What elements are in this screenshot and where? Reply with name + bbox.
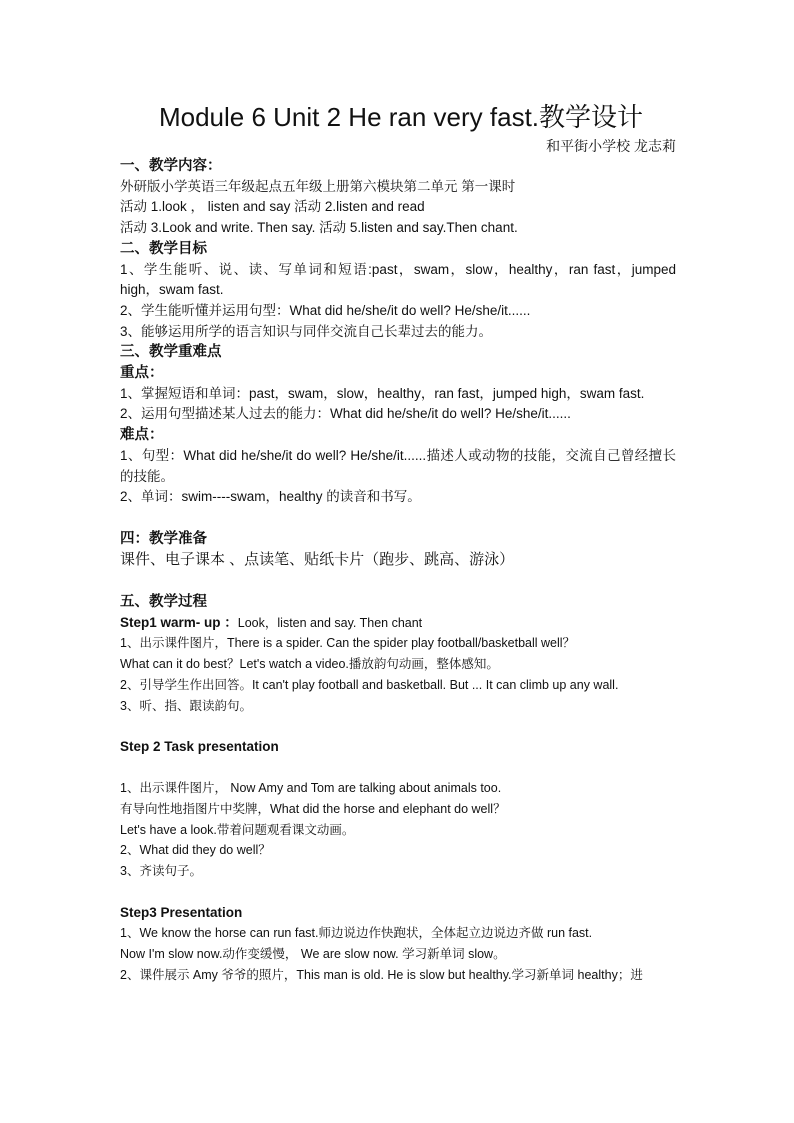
subheading-difficult: 难点： [120,427,164,444]
content-line: 3、能够运用所学的语言知识与同伴交流自己长辈过去的能力。 [120,323,493,339]
content-line: 1、句型：What did he/she/it do well? He/she/it......描述人或动物的技能，交流自己曾经擅长的技能。 [120,447,676,484]
content-line: 有导向性地指图片中奖牌，What did the horse and elephant do well？ [120,802,506,817]
content-line: 课件、电子课本 、点读笔、贴纸卡片（跑步、跳高、游泳） [120,551,515,569]
content-line: Let's have a look.带着问题观看课文动画。 [120,822,355,837]
spacer [120,571,676,592]
content-line: 1、掌握短语和单词：past，swam，slow，healthy，ran fast，jumped high，swam fast. [120,385,645,401]
step-title-3: Step3 Presentation [120,904,243,920]
section-heading-key-points: 三、教学重难点 [120,344,222,361]
step-title-2: Step 2 Task presentation [120,738,279,754]
content-line: 1、We know the horse can run fast.师边说边作快跑状，全体起立边说边齐做 run fast. [120,926,593,941]
author-line: 和平街小学校 龙志莉 [546,138,676,154]
spacer [120,758,676,779]
content-line: 1、学生能听、说、读、写单词和短语:past，swam，slow，healthy，ran fast，jumped high，swam fast. [120,261,676,298]
step-1-label: Step1 warm- up ： [120,614,238,630]
section-heading-content: 一、教学内容： [120,158,222,174]
content-line: 2、单词：swim----swam，healthy 的读音和书写。 [120,489,421,505]
document-body [120,96,676,985]
content-line: 外研版小学英语三年级起点五年级上册第六模块第二单元 第一课时 [120,178,516,194]
section-heading-process: 五、教学过程 [120,594,207,611]
step-1-subtitle: Look，listen and say. Then chant [237,615,423,630]
content-line: 1、出示课件图片， Now Amy and Tom are talking about animals too. [120,781,502,796]
content-line: Now I'm slow now.动作变缓慢， We are slow now. 学习新单词 slow。 [120,946,506,961]
content-line: 2、课件展示 Amy 爷爷的照片，This man is old. He is slow but healthy.学习新单词 healthy；进 [120,967,643,982]
step-title-1 [120,613,676,634]
content-line: 活动 1.look ， listen and say 活动 2.listen and read [120,199,425,215]
content-line: 2、学生能听懂并运用句型：What did he/she/it do well? He/she/it...... [120,302,531,318]
content-line: 2、引导学生作出回答。It can't play football and basketball. But ... It can climb up any wall. [120,677,619,692]
content-line: 2、What did they do well？ [120,843,271,858]
content-line: 3、齐读句子。 [120,864,202,879]
spacer [120,508,676,529]
section-heading-preparation: 四：教学准备 [120,530,207,547]
content-line: 3、听、指、跟读韵句。 [120,698,252,713]
content-line: 1、出示课件图片，There is a spider. Can the spider play football/basketball well？ [120,636,576,651]
content-line: 活动 3.Look and write. Then say. 活动 5.listen and say.Then chant. [120,220,518,236]
content-line: What can it do best？Let's watch a video.播放韵句动画，整体感知。 [120,657,499,672]
subheading-key: 重点： [120,365,164,382]
spacer [120,882,676,903]
content-line: 2、运用句型描述某人过去的能力：What did he/she/it do well? He/she/it...... [120,406,571,422]
document-title: Module 6 Unit 2 He ran very fast.教学设计 [158,102,644,132]
section-heading-objectives: 二、教学目标 [120,240,207,257]
spacer [120,716,676,737]
